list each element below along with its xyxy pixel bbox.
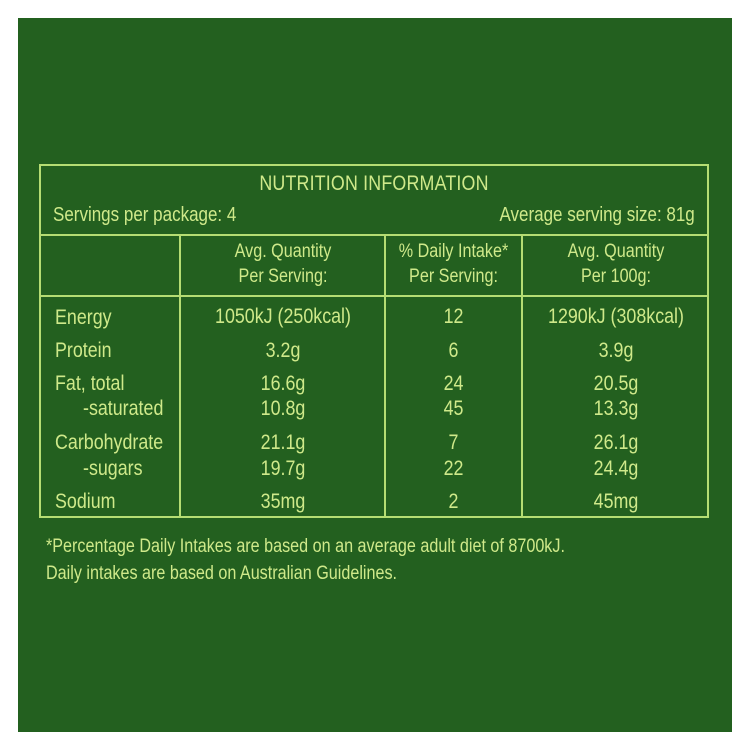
- column-divider-1: [179, 234, 181, 518]
- row-name-protein: Protein: [55, 339, 112, 362]
- header-per-100g-line2: Per 100g:: [580, 266, 652, 287]
- carbohydrate-per-serving: 21.1g: [260, 431, 306, 454]
- header-daily-intake-line2: Per Serving:: [409, 266, 498, 287]
- saturated-per-100g: 13.3g: [593, 397, 639, 420]
- row-name-carbohydrate: Carbohydrate: [55, 431, 164, 454]
- energy-daily-intake: 12: [443, 305, 464, 328]
- sugars-daily-intake: 22: [443, 457, 464, 480]
- protein-per-serving: 3.2g: [265, 339, 301, 362]
- header-bottom-divider: [41, 295, 707, 297]
- header-daily-intake: [396, 239, 511, 289]
- nutrition-table: [39, 164, 709, 518]
- header-per-serving-line2: Per Serving:: [238, 266, 328, 287]
- energy-per-serving: 1050kJ (250kcal): [215, 305, 351, 328]
- saturated-daily-intake: 45: [443, 397, 464, 420]
- footnote-australian-guidelines: Daily intakes are based on Australian Guidelines.: [46, 563, 398, 584]
- row-name-fat-total: Fat, total: [55, 372, 125, 395]
- servings-per-package: Servings per package: 4: [53, 204, 237, 226]
- sugars-per-100g: 24.4g: [593, 457, 639, 480]
- header-per-100g: [537, 239, 695, 289]
- fat-total-daily-intake: 24: [443, 372, 464, 395]
- row-name-saturated: -saturated: [83, 397, 164, 420]
- energy-per-100g: 1290kJ (308kcal): [548, 305, 684, 328]
- footnote-daily-intake-basis: *Percentage Daily Intakes are based on an average adult diet of 8700kJ.: [46, 536, 565, 557]
- row-name-sugars: -sugars: [83, 457, 143, 480]
- sugars-per-serving: 19.7g: [260, 457, 306, 480]
- fat-total-per-serving: 16.6g: [260, 372, 306, 395]
- sodium-per-100g: 45mg: [593, 490, 639, 513]
- carbohydrate-daily-intake: 7: [448, 431, 459, 454]
- header-per-serving-line1: Avg. Quantity: [234, 241, 332, 262]
- saturated-per-serving: 10.8g: [260, 397, 306, 420]
- column-divider-3: [521, 234, 523, 518]
- fat-total-per-100g: 20.5g: [593, 372, 639, 395]
- row-name-sodium: Sodium: [55, 490, 116, 513]
- row-name-energy: Energy: [55, 306, 112, 329]
- sodium-daily-intake: 2: [448, 490, 459, 513]
- header-per-100g-line1: Avg. Quantity: [567, 241, 665, 262]
- protein-per-100g: 3.9g: [598, 339, 634, 362]
- sodium-per-serving: 35mg: [260, 490, 306, 513]
- carbohydrate-per-100g: 26.1g: [593, 431, 639, 454]
- table-title: NUTRITION INFORMATION: [259, 172, 489, 195]
- protein-daily-intake: 6: [448, 339, 459, 362]
- column-divider-2: [384, 234, 386, 518]
- header-daily-intake-line1: % Daily Intake*: [398, 241, 509, 262]
- header-per-serving: [196, 239, 369, 289]
- average-serving-size: Average serving size: 81g: [499, 204, 695, 226]
- header-top-divider: [41, 234, 707, 236]
